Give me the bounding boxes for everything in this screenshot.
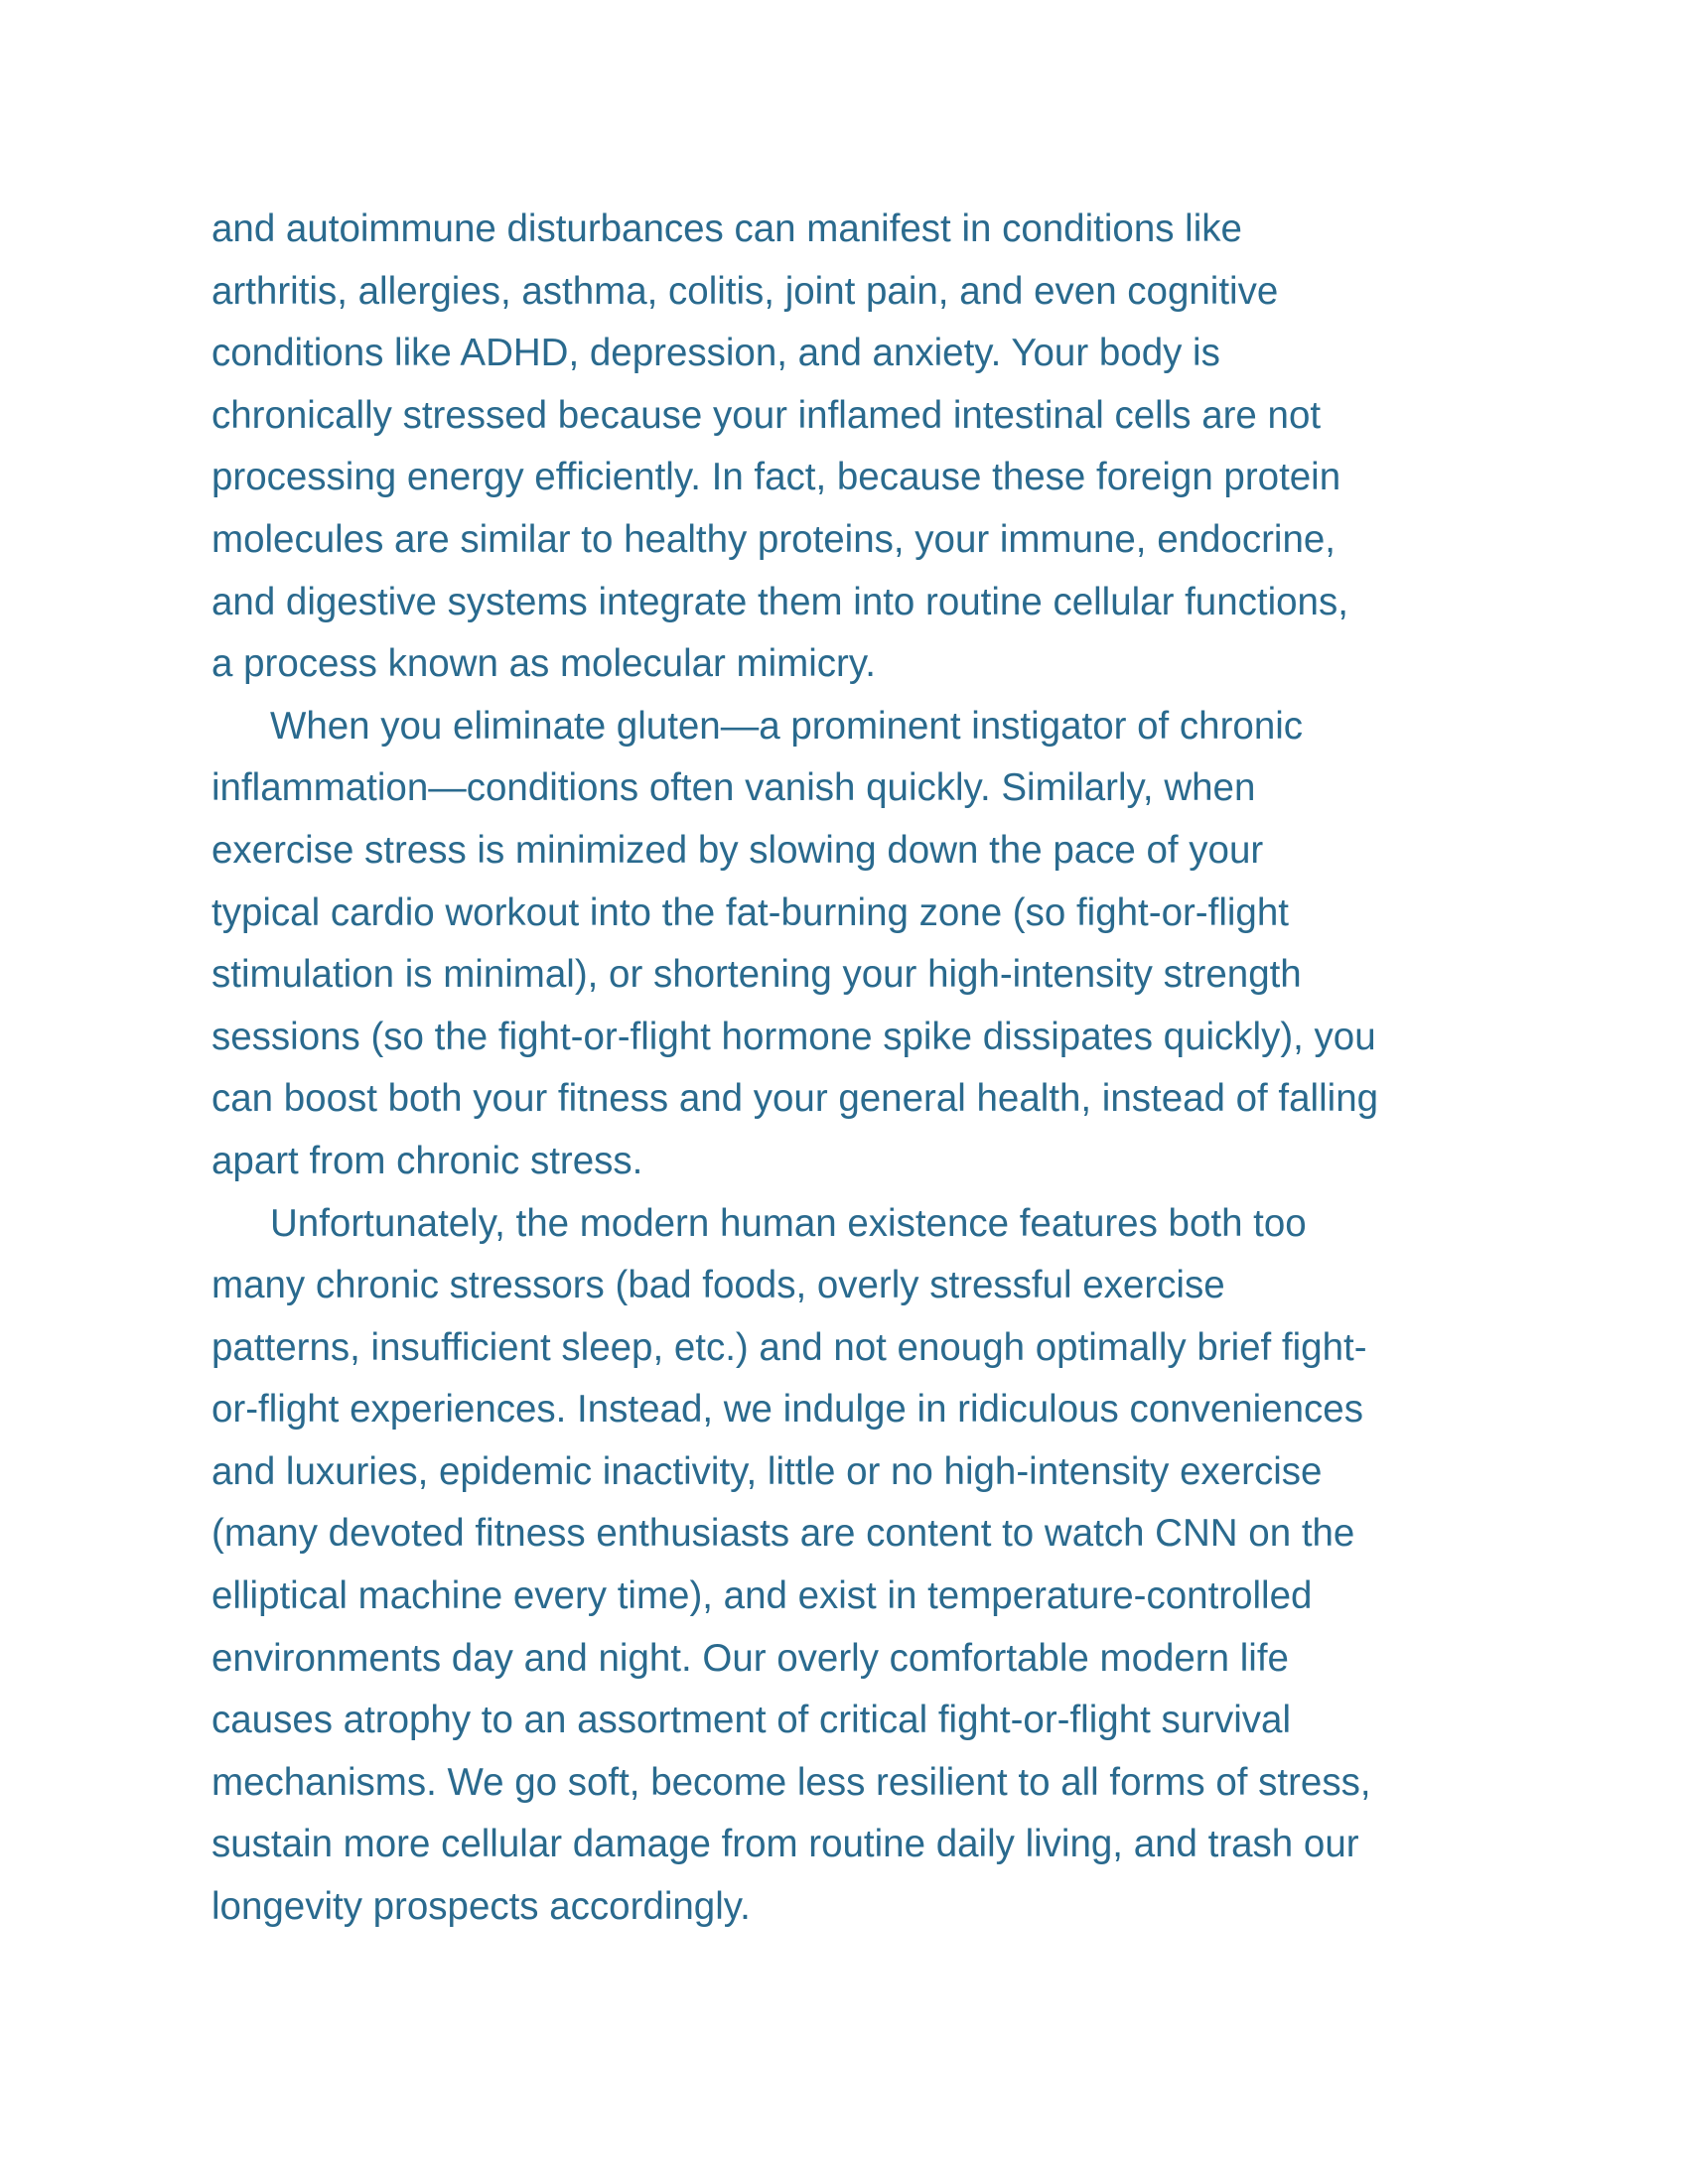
text-line: molecules are similar to healthy proteins, your immune, endocrine, bbox=[211, 517, 1336, 561]
text-line: arthritis, allergies, asthma, colitis, joint pain, and even cognitive bbox=[211, 269, 1279, 313]
text-line: many chronic stressors (bad foods, overly stressful exercise bbox=[211, 1264, 1225, 1307]
text-line: When you eliminate gluten—a prominent instigator of chronic bbox=[270, 704, 1304, 748]
text-line: can boost both your fitness and your general health, instead of falling bbox=[211, 1077, 1379, 1121]
text-line: elliptical machine every time), and exist in temperature-controlled bbox=[211, 1574, 1313, 1618]
paragraph-2 bbox=[211, 696, 1502, 1193]
text-line: and luxuries, epidemic inactivity, little or no high-intensity exercise bbox=[211, 1449, 1323, 1493]
text-line: (many devoted fitness enthusiasts are content to watch CNN on the bbox=[211, 1512, 1355, 1556]
text-line: or-flight experiences. Instead, we indulge in ridiculous conveniences bbox=[211, 1388, 1363, 1432]
text-line: sessions (so the fight-or-flight hormone spike dissipates quickly), you bbox=[211, 1015, 1376, 1058]
text-line: sustain more cellular damage from routine daily living, and trash our bbox=[211, 1823, 1359, 1866]
text-line: and digestive systems integrate them into routine cellular functions, bbox=[211, 580, 1348, 623]
text-line: a process known as molecular mimicry. bbox=[211, 642, 876, 686]
text-line: conditions like ADHD, depression, and anxiety. Your body is bbox=[211, 332, 1220, 375]
text-line: mechanisms. We go soft, become less resilient to all forms of stress, bbox=[211, 1760, 1371, 1804]
text-line: Unfortunately, the modern human existence features both too bbox=[270, 1201, 1307, 1245]
paragraph-3 bbox=[211, 1193, 1502, 1939]
text-line: apart from chronic stress. bbox=[211, 1139, 643, 1182]
text-line: causes atrophy to an assortment of critical fight-or-flight survival bbox=[211, 1699, 1292, 1742]
body-text bbox=[211, 199, 1502, 1939]
text-line: and autoimmune disturbances can manifest in conditions like bbox=[211, 207, 1242, 250]
text-line: chronically stressed because your inflamed intestinal cells are not bbox=[211, 393, 1322, 437]
text-line: typical cardio workout into the fat-burning zone (so fight-or-flight bbox=[211, 890, 1289, 934]
text-line: exercise stress is minimized by slowing down the pace of your bbox=[211, 828, 1264, 872]
text-line: environments day and night. Our overly comfortable modern life bbox=[211, 1636, 1289, 1680]
text-line: stimulation is minimal), or shortening your high-intensity strength bbox=[211, 953, 1302, 997]
text-line: inflammation—conditions often vanish quickly. Similarly, when bbox=[211, 766, 1256, 810]
text-line: patterns, insufficient sleep, etc.) and not enough optimally brief fight- bbox=[211, 1325, 1367, 1369]
text-line: longevity prospects accordingly. bbox=[211, 1885, 751, 1929]
paragraph-1 bbox=[211, 199, 1502, 696]
text-line: processing energy efficiently. In fact, because these foreign protein bbox=[211, 456, 1341, 499]
